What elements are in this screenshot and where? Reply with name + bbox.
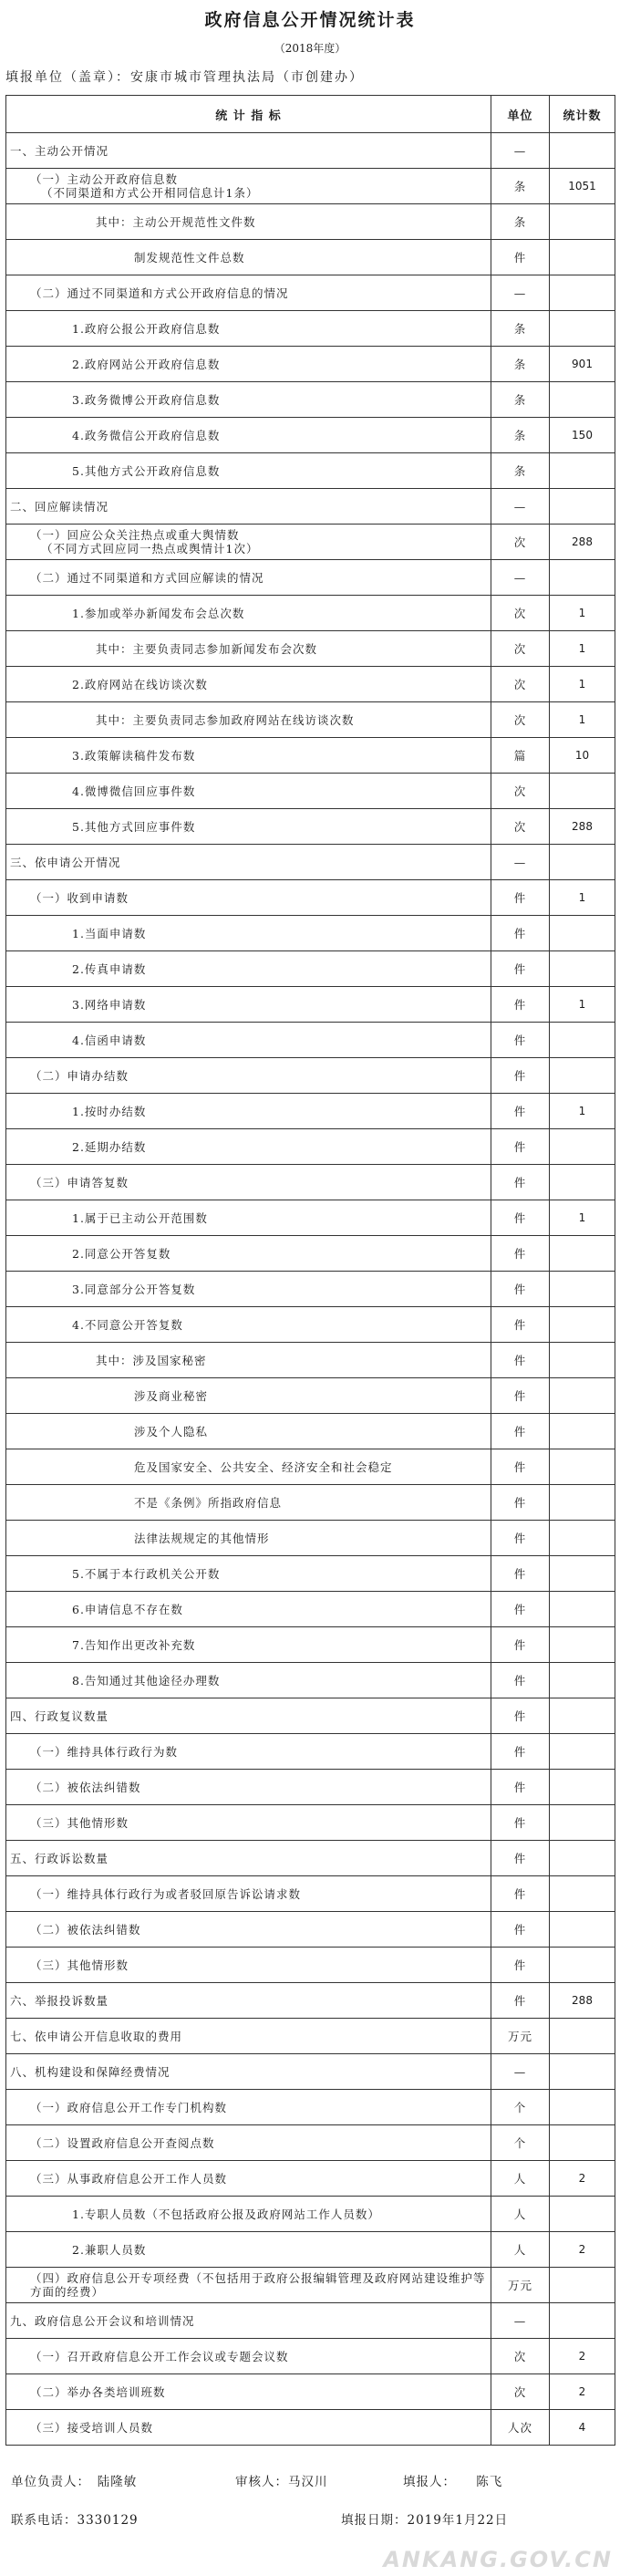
unit-cell: 件: [491, 1948, 550, 1983]
table-row: [6, 1378, 615, 1414]
unit-cell: 个: [491, 2125, 550, 2161]
indicator-label: 其中：主要负责同志参加新闻发布会次数: [6, 631, 491, 667]
indicator-label: 5.其他方式回应事件数: [6, 809, 491, 845]
count-cell: [550, 1770, 615, 1805]
indicator-label: （三）申请答复数: [6, 1165, 491, 1200]
count-cell: [550, 1592, 615, 1627]
count-cell: 4: [550, 2410, 615, 2446]
indicator-label: 3.网络申请数: [6, 987, 491, 1023]
table-row: [6, 916, 615, 951]
count-cell: 2: [550, 2161, 615, 2197]
indicator-label: 2.同意公开答复数: [6, 1236, 491, 1272]
count-cell: [550, 1236, 615, 1272]
table-row: [6, 702, 615, 738]
table-row: [6, 1023, 615, 1058]
table-row: [6, 880, 615, 916]
count-cell: [550, 1698, 615, 1734]
count-cell: 150: [550, 418, 615, 453]
table-row: [6, 1343, 615, 1378]
fill-date: 填报日期：2019年1月22日: [341, 2513, 509, 2528]
count-cell: [550, 1165, 615, 1200]
table-row: [6, 1876, 615, 1912]
table-row: [6, 169, 615, 204]
table-row: [6, 1200, 615, 1236]
unit-cell: 个: [491, 2090, 550, 2125]
indicator-label: （二）设置政府信息公开查阅点数: [6, 2125, 491, 2161]
unit-cell: 件: [491, 1805, 550, 1841]
indicator-label: 3.政策解读稿件发布数: [6, 738, 491, 774]
document-title: 政府信息公开情况统计表: [204, 10, 416, 30]
unit-cell: 件: [491, 1876, 550, 1912]
unit-cell: 件: [491, 880, 550, 916]
count-cell: [550, 1556, 615, 1592]
table-row: [6, 453, 615, 489]
table-row: [6, 2090, 615, 2125]
indicator-label: 五、行政诉讼数量: [6, 1841, 491, 1876]
count-cell: [550, 275, 615, 311]
unit-cell: 人: [491, 2197, 550, 2232]
count-cell: 2: [550, 2339, 615, 2374]
indicator-main: （一）回应公众关注热点或重大舆情数: [30, 528, 240, 542]
indicator-label: （三）接受培训人员数: [6, 2410, 491, 2446]
indicator-label: （二）申请办结数: [6, 1058, 491, 1094]
table-row: [6, 809, 615, 845]
table-row: [6, 2410, 615, 2446]
indicator-label: 2.兼职人员数: [6, 2232, 491, 2268]
unit-cell: 条: [491, 311, 550, 347]
header-unit: 单位: [491, 96, 550, 133]
table-row: [6, 1841, 615, 1876]
indicator-label: （三）从事政府信息公开工作人员数: [6, 2161, 491, 2197]
count-cell: [550, 1414, 615, 1449]
indicator-label: （二）举办各类培训班数: [6, 2374, 491, 2410]
table-row: [6, 631, 615, 667]
indicator-label: 四、行政复议数量: [6, 1698, 491, 1734]
unit-leader: 单位负责人： 陆隆敏: [11, 2475, 138, 2489]
unit-cell: 件: [491, 1058, 550, 1094]
unit-cell: 次: [491, 631, 550, 667]
unit-cell: —: [491, 489, 550, 525]
indicator-note: （不同方式回应同一热点或舆情计1次）: [41, 542, 259, 556]
table-row: [6, 1414, 615, 1449]
unit-cell: 件: [491, 951, 550, 987]
indicator-label: （二）通过不同渠道和方式公开政府信息的情况: [6, 275, 491, 311]
unit-cell: —: [491, 560, 550, 596]
indicator-label: （一）维持具体行政行为数: [6, 1734, 491, 1770]
table-row: [6, 1485, 615, 1521]
reviewer: 审核人：马汉川: [235, 2475, 328, 2489]
indicator-label: 其中：主要负责同志参加政府网站在线访谈次数: [6, 702, 491, 738]
unit-cell: 件: [491, 1485, 550, 1521]
count-cell: [550, 2268, 615, 2303]
count-cell: [550, 560, 615, 596]
table-row: [6, 1770, 615, 1805]
table-row: [6, 1627, 615, 1663]
indicator-label: 3.政务微博公开政府信息数: [6, 382, 491, 418]
count-cell: [550, 1307, 615, 1343]
unit-cell: 件: [491, 1698, 550, 1734]
indicator-label: 4.信函申请数: [6, 1023, 491, 1058]
indicator-label: 二、回应解读情况: [6, 489, 491, 525]
unit-cell: 万元: [491, 2019, 550, 2054]
indicator-label: 1.当面申请数: [6, 916, 491, 951]
table-row: [6, 1556, 615, 1592]
contact-phone: 联系电话：3330129: [11, 2513, 139, 2528]
table-row: [6, 2197, 615, 2232]
count-cell: [550, 382, 615, 418]
unit-cell: 篇: [491, 738, 550, 774]
indicator-label: 1.政府公报公开政府信息数: [6, 311, 491, 347]
count-cell: [550, 1948, 615, 1983]
count-cell: [550, 1343, 615, 1378]
count-cell: 1: [550, 880, 615, 916]
unit-cell: 件: [491, 1094, 550, 1129]
count-cell: 288: [550, 809, 615, 845]
site-watermark: ANKANG.GOV.CN: [383, 2547, 613, 2572]
table-row: [6, 738, 615, 774]
report-year: （2018年度）: [274, 42, 346, 55]
unit-cell: 人次: [491, 2410, 550, 2446]
indicator-label: 涉及商业秘密: [6, 1378, 491, 1414]
unit-cell: —: [491, 845, 550, 880]
table-row: [6, 347, 615, 382]
unit-cell: 件: [491, 1378, 550, 1414]
count-cell: [550, 1734, 615, 1770]
indicator-label: 一、主动公开情况: [6, 133, 491, 169]
table-row: [6, 1663, 615, 1698]
unit-cell: 人: [491, 2232, 550, 2268]
unit-cell: 件: [491, 916, 550, 951]
unit-cell: 件: [491, 1449, 550, 1485]
indicator-label: 4.微博微信回应事件数: [6, 774, 491, 809]
indicator-label: 5.其他方式公开政府信息数: [6, 453, 491, 489]
unit-cell: 件: [491, 1770, 550, 1805]
unit-cell: 件: [491, 1627, 550, 1663]
count-cell: [550, 2090, 615, 2125]
unit-cell: 件: [491, 1272, 550, 1307]
indicator-label: （二）被依法纠错数: [6, 1912, 491, 1948]
statistics-table: [5, 95, 615, 2446]
count-cell: [550, 453, 615, 489]
indicator-label: 六、举报投诉数量: [6, 1983, 491, 2019]
indicator-label: （一）维持具体行政行为或者驳回原告诉讼请求数: [6, 1876, 491, 1912]
table-row: [6, 2374, 615, 2410]
unit-cell: 件: [491, 1734, 550, 1770]
count-cell: [550, 311, 615, 347]
unit-cell: 件: [491, 1841, 550, 1876]
unit-cell: —: [491, 2303, 550, 2339]
unit-cell: 条: [491, 204, 550, 240]
table-row: [6, 1165, 615, 1200]
count-cell: [550, 1627, 615, 1663]
count-cell: [550, 1841, 615, 1876]
table-row: [6, 667, 615, 702]
unit-cell: 次: [491, 702, 550, 738]
unit-cell: —: [491, 2054, 550, 2090]
unit-cell: 条: [491, 347, 550, 382]
indicator-label: 5.不属于本行政机关公开数: [6, 1556, 491, 1592]
indicator-label: 6.申请信息不存在数: [6, 1592, 491, 1627]
unit-cell: 件: [491, 1592, 550, 1627]
count-cell: 1: [550, 667, 615, 702]
indicator-label: 九、政府信息公开会议和培训情况: [6, 2303, 491, 2339]
table-row: [6, 2019, 615, 2054]
table-row: [6, 311, 615, 347]
unit-cell: 次: [491, 2374, 550, 2410]
table-row: [6, 1912, 615, 1948]
unit-cell: 件: [491, 1556, 550, 1592]
count-cell: [550, 1521, 615, 1556]
count-cell: [550, 1272, 615, 1307]
indicator-label: （一）召开政府信息公开工作会议或专题会议数: [6, 2339, 491, 2374]
unit-cell: 条: [491, 382, 550, 418]
indicator-label: 2.政府网站在线访谈次数: [6, 667, 491, 702]
table-row: [6, 2339, 615, 2374]
indicator-label: 4.不同意公开答复数: [6, 1307, 491, 1343]
unit-cell: 次: [491, 667, 550, 702]
table-row: [6, 275, 615, 311]
table-header-row: [6, 96, 615, 133]
count-cell: 2: [550, 2374, 615, 2410]
table-row: [6, 845, 615, 880]
header-count: 统计数: [550, 96, 615, 133]
unit-cell: 件: [491, 1983, 550, 2019]
indicator-label: 1.参加或举办新闻发布会总次数: [6, 596, 491, 631]
indicator-label: 4.政务微信公开政府信息数: [6, 418, 491, 453]
count-cell: 1: [550, 702, 615, 738]
table-row: [6, 133, 615, 169]
table-row: [6, 489, 615, 525]
count-cell: [550, 2019, 615, 2054]
table-row: [6, 2054, 615, 2090]
unit-cell: 万元: [491, 2268, 550, 2303]
table-row: [6, 1592, 615, 1627]
indicator-label: 八、机构建设和保障经费情况: [6, 2054, 491, 2090]
count-cell: 1: [550, 1200, 615, 1236]
indicator-label: 三、依申请公开情况: [6, 845, 491, 880]
table-row: [6, 2303, 615, 2339]
unit-cell: 次: [491, 525, 550, 560]
count-cell: 288: [550, 1983, 615, 2019]
count-cell: 2: [550, 2232, 615, 2268]
count-cell: [550, 1129, 615, 1165]
count-cell: [550, 240, 615, 275]
indicator-label: [6, 525, 491, 560]
count-cell: [550, 2197, 615, 2232]
indicator-label: 法律法规规定的其他情形: [6, 1521, 491, 1556]
indicator-label: 其中：涉及国家秘密: [6, 1343, 491, 1378]
unit-cell: 次: [491, 2339, 550, 2374]
indicator-label: 2.政府网站公开政府信息数: [6, 347, 491, 382]
signature-line-1: [11, 2470, 613, 2494]
signature-line-2: [11, 2508, 613, 2532]
indicator-label: 不是《条例》所指政府信息: [6, 1485, 491, 1521]
count-cell: [550, 845, 615, 880]
unit-cell: 件: [491, 1165, 550, 1200]
count-cell: 1: [550, 596, 615, 631]
unit-cell: 人: [491, 2161, 550, 2197]
unit-cell: —: [491, 275, 550, 311]
form-filler: 填报人： 陈飞: [403, 2475, 503, 2489]
count-cell: [550, 2303, 615, 2339]
count-cell: [550, 1449, 615, 1485]
indicator-label: 制发规范性文件总数: [6, 240, 491, 275]
unit-cell: 件: [491, 1343, 550, 1378]
filing-unit: 填报单位（盖章）：安康市城市管理执法局（市创建办）: [5, 70, 364, 85]
count-cell: [550, 204, 615, 240]
indicator-label: （二）通过不同渠道和方式回应解读的情况: [6, 560, 491, 596]
count-cell: [550, 1485, 615, 1521]
table-row: [6, 1521, 615, 1556]
count-cell: 901: [550, 347, 615, 382]
count-cell: [550, 1805, 615, 1841]
table-row: [6, 204, 615, 240]
table-row: [6, 774, 615, 809]
count-cell: 1: [550, 987, 615, 1023]
unit-cell: 件: [491, 1129, 550, 1165]
table-row: [6, 1236, 615, 1272]
table-row: [6, 2161, 615, 2197]
table-row: [6, 1983, 615, 2019]
unit-cell: —: [491, 133, 550, 169]
table-row: [6, 951, 615, 987]
indicator-label: 1.专职人员数（不包括政府公报及政府网站工作人员数）: [6, 2197, 491, 2232]
header-indicator: 统 计 指 标: [6, 96, 491, 133]
unit-cell: 次: [491, 596, 550, 631]
unit-cell: 件: [491, 1912, 550, 1948]
count-cell: 10: [550, 738, 615, 774]
count-cell: [550, 2125, 615, 2161]
unit-cell: 件: [491, 1521, 550, 1556]
indicator-label: 七、依申请公开信息收取的费用: [6, 2019, 491, 2054]
table-row: [6, 1094, 615, 1129]
table-row: [6, 1698, 615, 1734]
unit-cell: 次: [491, 774, 550, 809]
indicator-label: （三）其他情形数: [6, 1805, 491, 1841]
indicator-label: 危及国家安全、公共安全、经济安全和社会稳定: [6, 1449, 491, 1485]
indicator-label: 1.属于已主动公开范围数: [6, 1200, 491, 1236]
count-cell: 1: [550, 631, 615, 667]
table-row: [6, 1449, 615, 1485]
count-cell: [550, 1378, 615, 1414]
table-row: [6, 1307, 615, 1343]
indicator-label: （四）政府信息公开专项经费（不包括用于政府公报编辑管理及政府网站建设维护等方面的经费）: [6, 2268, 491, 2303]
unit-cell: 件: [491, 240, 550, 275]
table-row: [6, 2232, 615, 2268]
indicator-label: 3.同意部分公开答复数: [6, 1272, 491, 1307]
unit-cell: 件: [491, 1307, 550, 1343]
unit-cell: 件: [491, 1023, 550, 1058]
table-row: [6, 1058, 615, 1094]
indicator-label: 7.告知作出更改补充数: [6, 1627, 491, 1663]
unit-cell: 次: [491, 809, 550, 845]
indicator-label: 1.按时办结数: [6, 1094, 491, 1129]
table-row: [6, 1734, 615, 1770]
count-cell: [550, 1023, 615, 1058]
table-row: [6, 1805, 615, 1841]
table-row: [6, 560, 615, 596]
indicator-label: （三）其他情形数: [6, 1948, 491, 1983]
indicator-label: 其中：主动公开规范性文件数: [6, 204, 491, 240]
unit-cell: 件: [491, 1414, 550, 1449]
count-cell: [550, 1876, 615, 1912]
indicator-label: 8.告知通过其他途径办理数: [6, 1663, 491, 1698]
count-cell: 1051: [550, 169, 615, 204]
table-row: [6, 2125, 615, 2161]
count-cell: 288: [550, 525, 615, 560]
count-cell: [550, 951, 615, 987]
indicator-note: （不同渠道和方式公开相同信息计1条）: [41, 186, 259, 200]
unit-cell: 件: [491, 1663, 550, 1698]
table-row: [6, 987, 615, 1023]
count-cell: [550, 2054, 615, 2090]
indicator-label: （一）政府信息公开工作专门机构数: [6, 2090, 491, 2125]
indicator-label: 2.传真申请数: [6, 951, 491, 987]
count-cell: [550, 1912, 615, 1948]
count-cell: [550, 489, 615, 525]
table-row: [6, 1272, 615, 1307]
table-row: [6, 418, 615, 453]
table-row: [6, 1948, 615, 1983]
indicator-label: 涉及个人隐私: [6, 1414, 491, 1449]
count-cell: 1: [550, 1094, 615, 1129]
unit-cell: 条: [491, 418, 550, 453]
count-cell: [550, 916, 615, 951]
indicator-label: （一）收到申请数: [6, 880, 491, 916]
count-cell: [550, 1058, 615, 1094]
unit-cell: 件: [491, 1200, 550, 1236]
table-row: [6, 240, 615, 275]
unit-cell: 条: [491, 453, 550, 489]
indicator-label: （二）被依法纠错数: [6, 1770, 491, 1805]
indicator-main: （一）主动公开政府信息数: [30, 172, 179, 186]
table-row: [6, 2268, 615, 2303]
count-cell: [550, 133, 615, 169]
indicator-label: [6, 169, 491, 204]
table-row: [6, 525, 615, 560]
table-row: [6, 596, 615, 631]
unit-cell: 件: [491, 987, 550, 1023]
unit-cell: 条: [491, 169, 550, 204]
unit-cell: 件: [491, 1236, 550, 1272]
count-cell: [550, 1663, 615, 1698]
count-cell: [550, 774, 615, 809]
indicator-label: 2.延期办结数: [6, 1129, 491, 1165]
table-row: [6, 1129, 615, 1165]
table-row: [6, 382, 615, 418]
